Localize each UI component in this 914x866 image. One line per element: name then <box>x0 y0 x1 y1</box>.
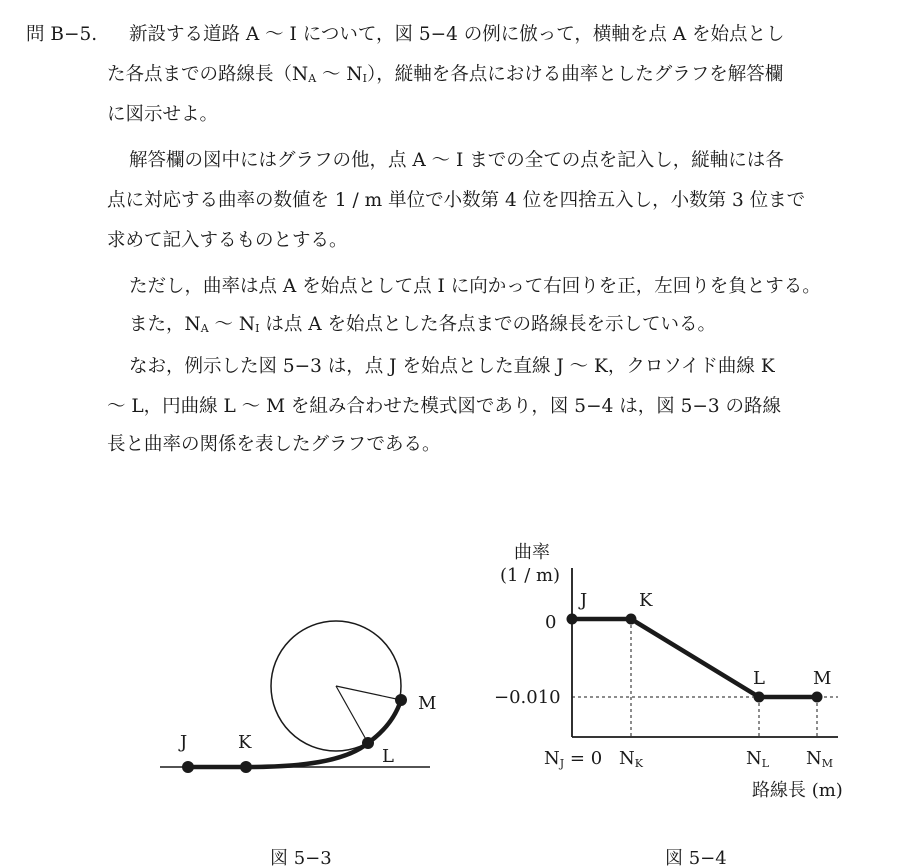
para5-line1: なお，例示した図 5−3 は，点 J を始点とした直線 J 〜 K，クロソイド曲線 K <box>129 356 775 377</box>
x-tick-label: NM <box>806 748 834 770</box>
x-axis-label: 路線長 (m) <box>752 780 843 801</box>
point-L-marker <box>362 737 374 749</box>
point-M-marker <box>812 692 823 703</box>
para2-line3: 求めて記入するものとする。 <box>107 230 348 251</box>
point-K-label: K <box>639 590 653 611</box>
radius-to-L <box>336 686 368 743</box>
point-labels <box>578 590 831 689</box>
alignment-straight-clothoid <box>188 743 368 767</box>
series-line <box>572 619 817 697</box>
curvature-line <box>572 619 817 697</box>
fig53-caption: 図 5−3 <box>270 848 332 866</box>
x-tick-label: NK <box>619 748 643 770</box>
alignment-circular-curve <box>368 700 401 743</box>
para4: また，$N_A$ 〜 $N_I$ は点 A を始点とした各点までの路線長を示している。 <box>129 314 716 335</box>
radius-to-M <box>336 686 401 700</box>
guide-lines <box>572 619 838 737</box>
point-K-marker <box>240 761 252 773</box>
para1-line3: に図示せよ。 <box>107 104 219 125</box>
point-J-label: J <box>580 590 588 611</box>
para2-line2: 点に対応する曲率の数値を 1 / m 単位で小数第 4 位を四捨五入し，小数第 3 位まで <box>107 190 806 211</box>
point-M-label: M <box>813 668 832 689</box>
para5-line2: 〜 L，円曲線 L 〜 M を組み合わせた模式図であり，図 5−4 は，図 5−3 の路線 <box>107 396 782 417</box>
figures <box>0 520 914 866</box>
y-axis-label-2: (1 / m) <box>500 565 561 586</box>
fig54-caption: 図 5−4 <box>665 848 727 866</box>
para1-line1: 新設する道路 A 〜 I について，図 5−4 の例に倣って，横軸を点 A を始点とし <box>129 24 785 45</box>
para5-line3: 長と曲率の関係を表したグラフである。 <box>107 434 441 455</box>
figure-5-4 <box>494 542 843 866</box>
point-L-label: L <box>382 746 394 767</box>
point-J-label: J <box>180 732 188 753</box>
point-J-marker <box>567 614 578 625</box>
question-label: 問 B−5. <box>26 24 98 45</box>
para3: ただし，曲率は点 A を始点として点 I に向かって右回りを正，左回りを負とする。 <box>129 276 821 297</box>
y-tick-neg: −0.010 <box>494 687 561 708</box>
para1-line2: た各点までの路線長（$N_A$ 〜 $N_I$），縦軸を各点における曲率としたグラフを解答欄 <box>107 64 784 85</box>
y-axis-label-1: 曲率 <box>514 542 550 563</box>
x-tick-label: NL <box>746 748 770 770</box>
point-M-marker <box>395 694 407 706</box>
figure-5-3 <box>160 621 436 866</box>
y-tick-zero: 0 <box>545 612 557 633</box>
point-K-label: K <box>238 732 252 753</box>
x-tick-label: NJ = 0 <box>544 748 603 770</box>
point-L-marker <box>754 692 765 703</box>
point-M-label: M <box>418 693 437 714</box>
point-K-marker <box>626 614 637 625</box>
x-tick-labels <box>544 748 833 770</box>
point-L-label: L <box>753 668 765 689</box>
point-J-marker <box>182 761 194 773</box>
para2-line1: 解答欄の図中にはグラフの他，点 A 〜 I までの全ての点を記入し，縦軸には各 <box>129 150 784 171</box>
